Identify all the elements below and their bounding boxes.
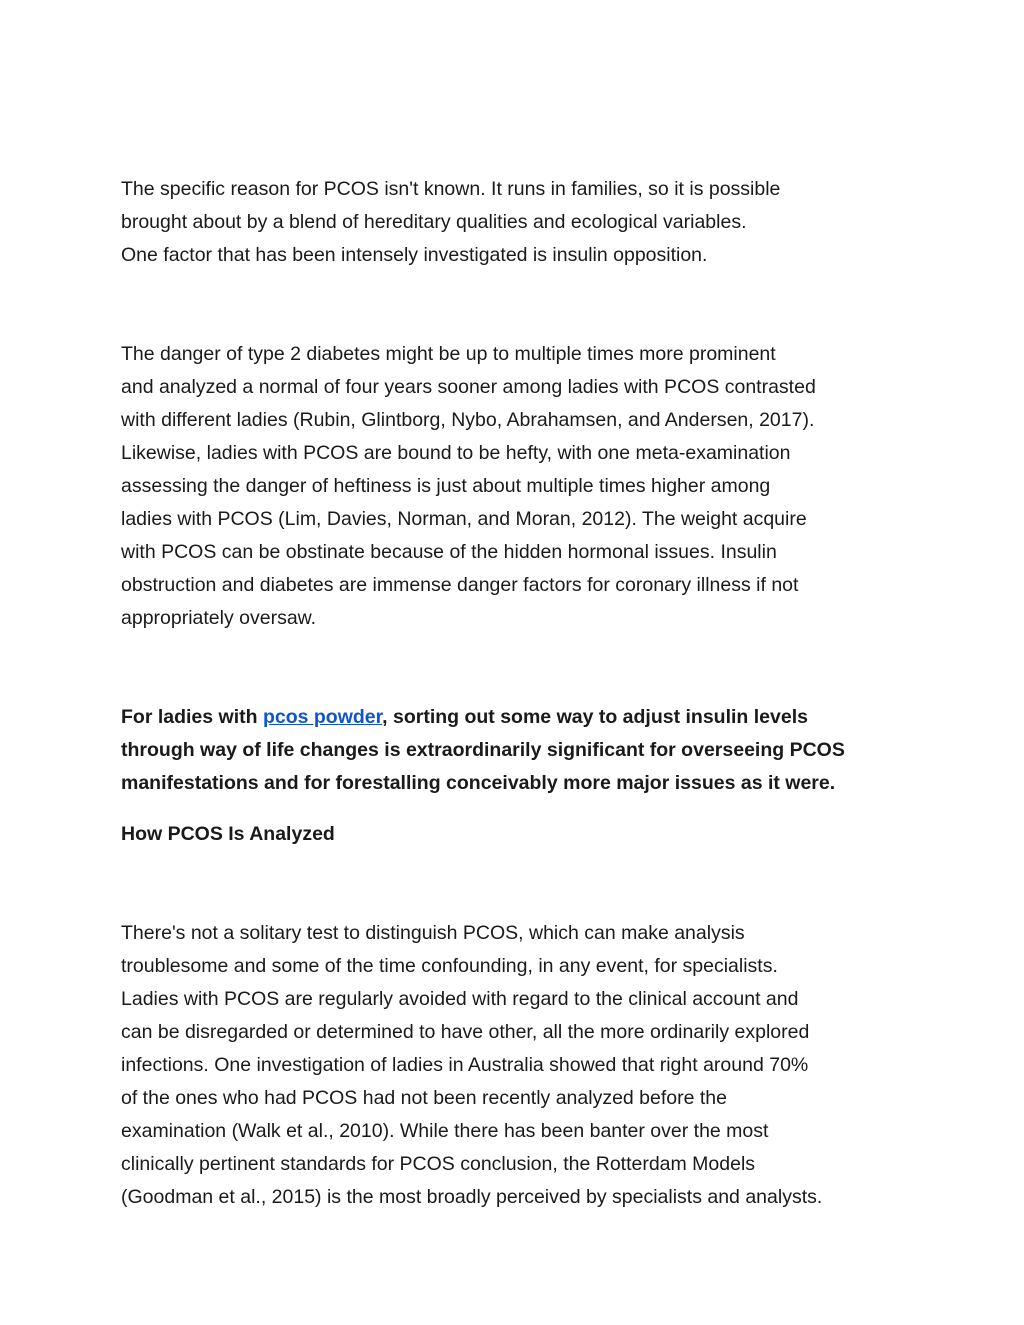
text-line: One factor that has been intensely investigated is insulin opposition. (121, 244, 708, 266)
paragraph-diabetes-risk (121, 338, 911, 635)
text-line: manifestations and for forestalling conceivably more major issues as it were. (121, 772, 836, 794)
text-line: and analyzed a normal of four years sooner among ladies with PCOS contrasted (121, 376, 816, 398)
text-line: The danger of type 2 diabetes might be up to multiple times more prominent (121, 343, 776, 365)
text-line: can be disregarded or determined to have other, all the more ordinarily explored (121, 1021, 810, 1043)
text-line: infections. One investigation of ladies in Australia showed that right around 70% (121, 1054, 809, 1076)
text-line: through way of life changes is extraordinarily significant for overseeing PCOS (121, 739, 845, 761)
text-line: obstruction and diabetes are immense danger factors for coronary illness if not (121, 574, 799, 596)
text-line: clinically pertinent standards for PCOS conclusion, the Rotterdam Models (121, 1153, 756, 1175)
text-line: appropriately oversaw. (121, 607, 317, 629)
text-line: with PCOS can be obstinate because of the hidden hormonal issues. Insulin (121, 541, 777, 563)
text-line: with different ladies (Rubin, Glintborg, Nybo, Abrahamsen, and Andersen, 2017). (121, 409, 815, 431)
text-line: ladies with PCOS (Lim, Davies, Norman, and Moran, 2012). The weight acquire (121, 508, 807, 530)
text-line: assessing the danger of heftiness is just about multiple times higher among (121, 475, 771, 497)
pcos-powder-link[interactable]: pcos powder (262, 706, 383, 728)
paragraph-cause (121, 173, 911, 272)
paragraph-insulin-levels (121, 701, 911, 800)
text-line: Likewise, ladies with PCOS are bound to be hefty, with one meta-examination (121, 442, 791, 464)
text-segment: For ladies with (121, 706, 263, 728)
paragraph-diagnosis (121, 917, 911, 1214)
text-line: Ladies with PCOS are regularly avoided with regard to the clinical account and (121, 988, 799, 1010)
text-line: There's not a solitary test to distinguish PCOS, which can make analysis (121, 922, 745, 944)
text-segment: , sorting out some way to adjust insulin levels (382, 706, 808, 728)
text-line: troublesome and some of the time confounding, in any event, for specialists. (121, 955, 778, 977)
section-heading (121, 818, 911, 851)
text-line-with-link (121, 701, 911, 734)
heading-text: How PCOS Is Analyzed (121, 823, 335, 845)
text-line: of the ones who had PCOS had not been recently analyzed before the (121, 1087, 727, 1109)
document-body (121, 173, 911, 1214)
text-line: (Goodman et al., 2015) is the most broadly perceived by specialists and analysts. (121, 1186, 823, 1208)
text-line: examination (Walk et al., 2010). While there has been banter over the most (121, 1120, 769, 1142)
text-line: brought about by a blend of hereditary qualities and ecological variables. (121, 211, 747, 233)
text-line: The specific reason for PCOS isn't known. It runs in families, so it is possible (121, 178, 781, 200)
